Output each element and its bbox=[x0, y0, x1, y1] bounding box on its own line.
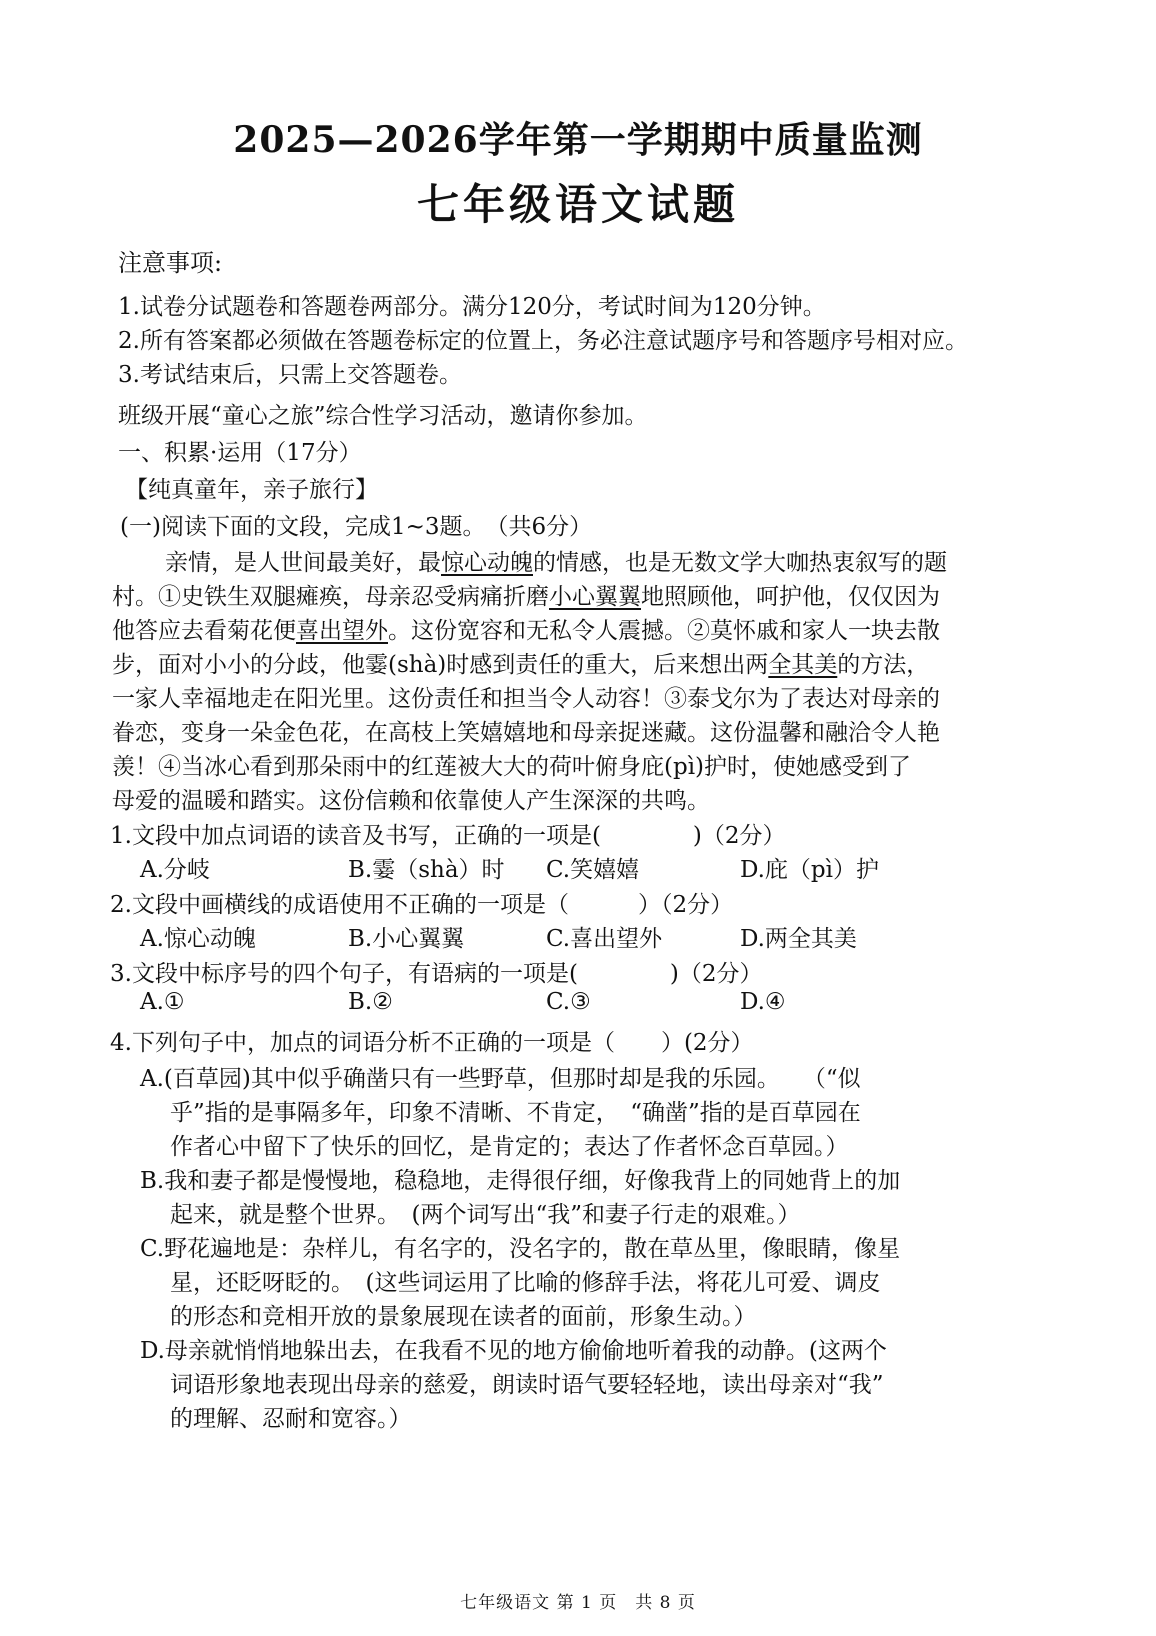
notice-item: 3.考试结束后，只需上交答题卷。 bbox=[118, 362, 462, 388]
answer-option: D.④ bbox=[740, 989, 786, 1015]
part-heading: (一)阅读下面的文段，完成1~3题。 （共6分） bbox=[120, 514, 593, 540]
passage-line: 一家人幸福地走在阳光里。这份责任和担当令人动容！③泰戈尔为了表达对母亲的 bbox=[112, 686, 940, 712]
answer-option: B.霎（shà）时 bbox=[348, 857, 505, 883]
answer-option: D.两全其美 bbox=[740, 926, 857, 952]
question-stem: 2.文段中画横线的成语使用不正确的一项是（ ）（2分） bbox=[110, 892, 734, 918]
answer-option: B.小心翼翼 bbox=[348, 926, 465, 952]
exam-title: 2025—2026学年第一学期期中质量监测 bbox=[233, 119, 923, 161]
q4-option-a: 作者心中留下了快乐的回忆，是肯定的；表达了作者怀念百草园。） bbox=[170, 1134, 849, 1160]
section-heading: 一、积累·运用（17分） bbox=[118, 440, 362, 466]
section-topic: 【纯真童年，亲子旅行】 bbox=[125, 477, 378, 503]
passage-line bbox=[112, 646, 929, 679]
answer-option: C.喜出望外 bbox=[546, 926, 663, 952]
passage-line: 眷恋，变身一朵金色花，在高枝上笑嬉嬉地和母亲捉迷藏。这份温馨和融洽令人艳 bbox=[112, 720, 940, 746]
answer-option: D.庇（pì）护 bbox=[740, 857, 880, 883]
q4-option-d: 词语形象地表现出母亲的慈爱，朗读时语气要轻轻地，读出母亲对“我” bbox=[170, 1372, 884, 1398]
passage-text: 。这份宽容和无私令人震撼。②莫怀戚和家人一块去散 bbox=[388, 618, 940, 644]
passage-text: 他答应去看菊花便 bbox=[112, 618, 296, 644]
answer-option: C.笑嬉嬉 bbox=[546, 857, 640, 883]
notice-heading: 注意事项: bbox=[118, 249, 223, 277]
q4-option-c: C.野花遍地是：杂样儿，有名字的，没名字的，散在草丛里，像眼睛，像星 bbox=[140, 1236, 901, 1262]
underlined-idiom: 小心翼翼 bbox=[549, 584, 641, 610]
answer-option: A.① bbox=[140, 989, 185, 1015]
underlined-idiom: 全其美 bbox=[768, 652, 838, 678]
question-stem: 3.文段中标序号的四个句子，有语病的一项是( )（2分） bbox=[110, 961, 763, 987]
q4-option-c: 星，还眨呀眨的。 (这些词运用了比喻的修辞手法，将花儿可爱、调皮 bbox=[170, 1270, 881, 1296]
q4-option-c: 的形态和竞相开放的景象展现在读者的面前，形象生动。） bbox=[170, 1304, 757, 1330]
activity-intro: 班级开展“童心之旅”综合性学习活动，邀请你参加。 bbox=[118, 403, 648, 429]
answer-option: B.② bbox=[348, 989, 393, 1015]
underlined-idiom: 惊心动魄 bbox=[441, 550, 533, 576]
passage-text: 的方法， bbox=[837, 652, 930, 678]
passage-text: 亲情，是人世间最美好，最 bbox=[165, 550, 441, 576]
passage-line bbox=[165, 544, 947, 577]
passage-text: 步，面对小小的分歧，他霎(shà)时感到责任的重大，后来想出两 bbox=[112, 652, 769, 678]
answer-option: A.惊心动魄 bbox=[140, 926, 256, 952]
passage-text: 村。①史铁生双腿瘫痪，母亲忍受病痛折磨 bbox=[112, 584, 549, 610]
q4-option-d: D.母亲就悄悄地躲出去，在我看不见的地方偷偷地听着我的动静。(这两个 bbox=[140, 1338, 887, 1364]
q4-option-a: A.(百草园)其中似乎确凿只有一些野草，但那时却是我的乐园。 （“似 bbox=[140, 1066, 861, 1092]
passage-text: 地照顾他，呵护他，仅仅因为 bbox=[641, 584, 940, 610]
underlined-idiom: 喜出望外 bbox=[296, 618, 388, 644]
notice-item: 2.所有答案都必须做在答题卷标定的位置上，务必注意试题序号和答题序号相对应。 bbox=[118, 328, 968, 354]
passage-line: 羡！④当冰心看到那朵雨中的红莲被大大的荷叶俯身庇(pì)护时，使她感受到了 bbox=[112, 754, 912, 780]
exam-subtitle: 七年级语文试题 bbox=[416, 180, 739, 229]
q4-option-a: 乎”指的是事隔多年，印象不清晰、不肯定， “确凿”指的是百草园在 bbox=[170, 1100, 861, 1126]
question-stem: 4.下列句子中，加点的词语分析不正确的一项是（ ）(2分） bbox=[110, 1030, 754, 1056]
q4-option-d: 的理解、忍耐和宽容。） bbox=[170, 1406, 412, 1432]
answer-option: C.③ bbox=[546, 989, 591, 1015]
answer-option: A.分岐 bbox=[140, 857, 210, 883]
passage-line bbox=[112, 578, 940, 611]
page-footer: 七年级语文 第 1 页 共 8 页 bbox=[460, 1593, 696, 1613]
q4-option-b: 起来，就是整个世界。 (两个词写出“我”和妻子行走的艰难。） bbox=[170, 1202, 801, 1228]
passage-text: 的情感，也是无数文学大咖热衷叙写的题 bbox=[533, 550, 947, 576]
q4-option-b: B.我和妻子都是慢慢地，稳稳地，走得很仔细，好像我背上的同她背上的加 bbox=[140, 1168, 901, 1194]
notice-item: 1.试卷分试题卷和答题卷两部分。满分120分，考试时间为120分钟。 bbox=[118, 294, 826, 320]
passage-line: 母爱的温暖和踏实。这份信赖和依靠使人产生深深的共鸣。 bbox=[112, 788, 710, 814]
question-stem: 1.文段中加点词语的读音及书写，正确的一项是( )（2分） bbox=[110, 823, 786, 849]
passage-line bbox=[112, 612, 940, 645]
